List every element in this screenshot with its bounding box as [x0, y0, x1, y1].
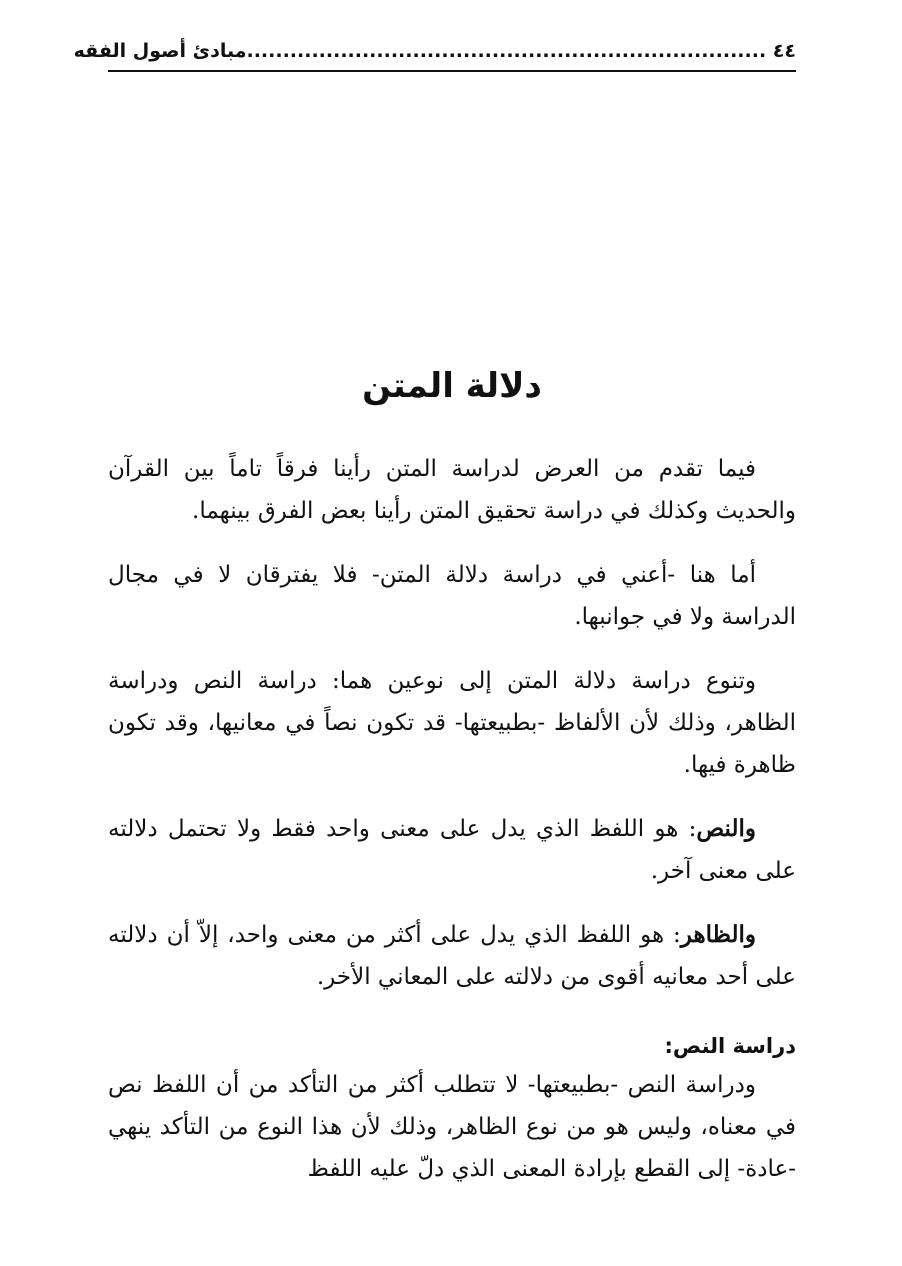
paragraph-no-difference: أما هنا -أعني في دراسة دلالة المتن- فلا يفترقان لا في مجال الدراسة ولا في جوانبها.	[108, 562, 796, 630]
page-title: دلالة المتن	[362, 366, 542, 406]
header-leader-dots: ........................................................................	[246, 40, 767, 62]
running-header	[73, 36, 796, 72]
book-title: مبادئ أصول الفقه	[73, 40, 247, 62]
paragraph-nass-definition	[108, 808, 796, 892]
term-zahir: والظاهر	[680, 921, 756, 948]
paragraph-nass-study: ودراسة النص -بطبيعتها- لا تتطلب أكثر من التأكد من أن اللفظ نص في معناه، وليس هو من نوع الظاهر، وذلك لأن هذا النوع من التأكد ينهي -عادة- إلى القطع بإرادة المعنى الذي دلّ عليه اللفظ	[108, 1072, 796, 1182]
paragraph-types: وتنوع دراسة دلالة المتن إلى نوعين هما: دراسة النص ودراسة الظاهر، وذلك لأن الألفاظ -بطبيعتها- قد تكون نصاً في معانيها، وقد تكون ظاهرة فيها.	[108, 668, 796, 778]
body-text	[108, 448, 796, 1212]
page-number: ٤٤	[772, 40, 796, 62]
section-heading: دراسة النص:	[664, 1034, 796, 1058]
term-nass: والنص	[696, 815, 756, 842]
paragraph-zahir-definition	[108, 914, 796, 998]
paragraph-intro: فيما تقدم من العرض لدراسة المتن رأينا فرقاً تاماً بين القرآن والحديث وكذلك في دراسة تحقيق المتن رأينا بعض الفرق بينهما.	[108, 456, 796, 524]
zahir-definition-text: : هو اللفظ الذي يدل على أكثر من معنى واحد، إلاّ أن دلالته على أحد معانيه أقوى من دلالته على المعاني الأخر.	[108, 922, 796, 990]
nass-definition-text: : هو اللفظ الذي يدل على معنى واحد فقط ولا تحتمل دلالته على معنى آخر.	[108, 816, 796, 884]
